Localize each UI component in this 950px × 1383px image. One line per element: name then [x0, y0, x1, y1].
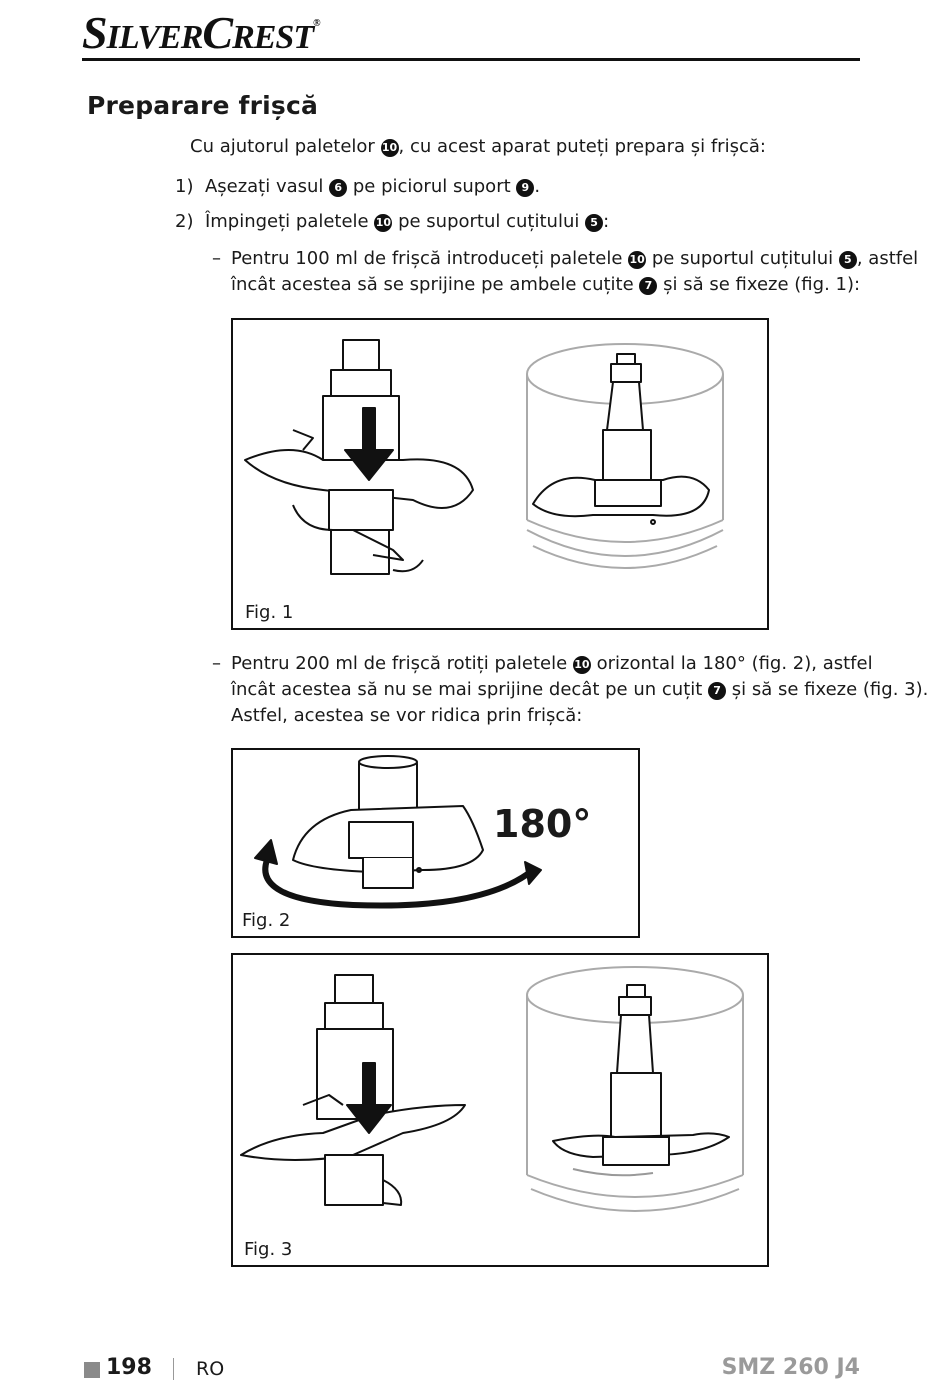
- rotation-angle-label: 180°: [493, 802, 592, 846]
- part-badge: 10: [573, 656, 591, 674]
- part-badge: 10: [374, 214, 392, 232]
- part-badge: 6: [329, 179, 347, 197]
- page-title: Preparare frișcă: [87, 91, 319, 120]
- substep-2-line3: Astfel, acestea se vor ridica prin frișcă:: [231, 705, 583, 726]
- figure-3-label: Fig. 3: [244, 1239, 293, 1260]
- figure-1-illustration: [233, 320, 771, 632]
- footer-square-icon: [84, 1362, 100, 1378]
- language-code: RO: [196, 1358, 225, 1380]
- intro-paragraph: Cu ajutorul paletelor 10, cu acest aparat puteți prepara și frișcă:: [190, 136, 766, 157]
- substep-2-line2: încât acestea să nu se mai sprijine decât pe un cuțit 7 și să se fixeze (fig. 3).: [231, 679, 929, 700]
- part-badge: 10: [628, 251, 646, 269]
- brand-logo: SILVERCREST®: [82, 7, 320, 58]
- substep-2-dash: –: [212, 653, 221, 674]
- part-badge: 7: [639, 277, 657, 295]
- model-number: SMZ 260 J4: [721, 1355, 860, 1380]
- part-badge: 9: [516, 179, 534, 197]
- figure-3-illustration: [233, 955, 771, 1269]
- part-badge: 7: [708, 682, 726, 700]
- step-1: 1) Așezați vasul 6 pe piciorul suport 9 .: [175, 176, 541, 197]
- substep-1-line1: Pentru 100 ml de frișcă introduceți paletele 10 pe suportul cuțitului 5 , astfel: [231, 248, 919, 269]
- header-divider: [82, 58, 860, 61]
- part-badge: 10: [381, 139, 399, 157]
- substep-1-dash: –: [212, 248, 221, 269]
- substep-1-line2: încât acestea să se sprijine pe ambele cuțite 7 și să se fixeze (fig. 1):: [231, 274, 861, 295]
- figure-1: [231, 318, 769, 630]
- part-badge: 5: [585, 214, 603, 232]
- figure-2: [231, 748, 640, 938]
- figure-2-label: Fig. 2: [242, 910, 291, 931]
- footer-separator: [173, 1358, 174, 1380]
- figure-1-label: Fig. 1: [245, 602, 294, 623]
- page-number: 198: [106, 1355, 152, 1380]
- figure-3: [231, 953, 769, 1267]
- substep-2-line1: Pentru 200 ml de frișcă rotiți paletele 10 orizontal la 180° (fig. 2), astfel: [231, 653, 873, 674]
- step-2: 2) Împingeți paletele 10 pe suportul cuțitului 5 :: [175, 211, 610, 232]
- part-badge: 5: [839, 251, 857, 269]
